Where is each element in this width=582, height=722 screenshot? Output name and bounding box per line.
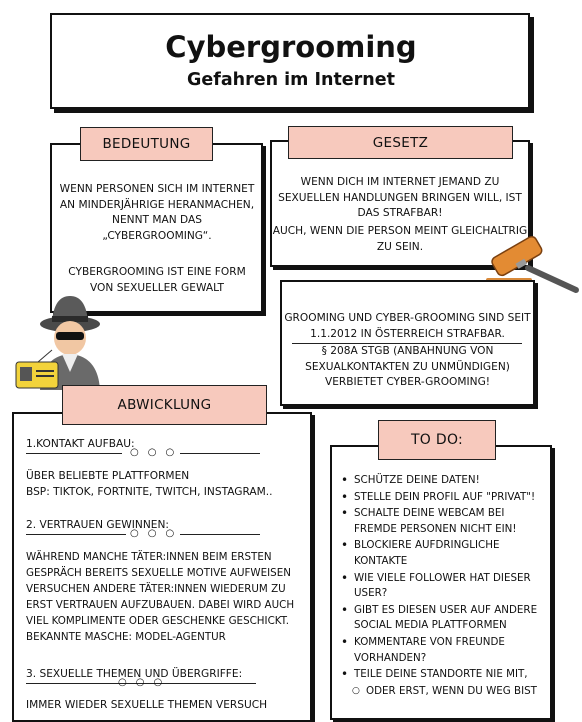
step-2-divider-right xyxy=(180,534,260,535)
todo-item: • KOMMENTARE VON FREUNDE VORHANDEN? xyxy=(338,635,548,666)
step-1-divider xyxy=(26,453,122,454)
law-text-2: § 208A STGB (ANBAHNUNG VON SEXUALKONTAKTEN ZU UNMÜNDIGEN) VERBIETET CYBER-GROOMING! xyxy=(305,345,510,388)
step-3-dots: ○○○ xyxy=(118,677,172,688)
step-3-heading: 3. SEXUELLE THEMEN UND ÜBERGRIFFE: xyxy=(26,668,243,680)
todo-item: • GIBT ES DIESEN USER AUF ANDERE SOCIAL MEDIA PLATTFORMEN xyxy=(338,603,548,634)
hacker-icon xyxy=(12,290,108,395)
todo-item: • BLOCKIERE AUFDRINGLICHE KONTAKTE xyxy=(338,538,548,569)
step-1-dots: ○○○ xyxy=(130,447,184,458)
gesetz-tag: GESETZ xyxy=(288,126,513,159)
todo-item: • TEILE DEINE STANDORTE NIE MIT, xyxy=(338,667,548,683)
step-1-heading: 1.KONTAKT AUFBAU: xyxy=(26,438,135,450)
law-text-1: GROOMING UND CYBER-GROOMING SIND SEIT 1.1.2012 IN ÖSTERREICH STRAFBAR. xyxy=(284,312,531,340)
todo-list xyxy=(338,473,548,700)
step-1-body: ÜBER BELIEBTE PLATTFORMEN xyxy=(26,470,190,482)
step-2-body: WÄHREND MANCHE TÄTER:INNEN BEIM ERSTEN GESPRÄCH BEREITS SEXUELLE MOTIVE AUFWEISEN VERSUCHEN ANDERE TÄTER:INNEN WIEDERUM ZU ERST VERTRAUEN AUFZUBAUEN. DABEI WIRD AUCH VIEL KOMPLIMENTE ODER GESCHENKE GESCHICKT. BEKANNTE MASCHE: MODEL-AGENTUR xyxy=(26,551,295,643)
step-2-heading: 2. VERTRAUEN GEWINNEN: xyxy=(26,519,169,531)
todo-item: • SCHÜTZE DEINE DATEN! xyxy=(338,473,548,489)
page-title: Cybergrooming xyxy=(165,30,417,64)
todo-subitem: ○ ODER ERST, WENN DU WEG BIST xyxy=(338,684,548,700)
todo-item: • WIE VIELE FOLLOWER HAT DIESER USER? xyxy=(338,571,548,602)
todo-item: • SCHALTE DEINE WEBCAM BEI FREMDE PERSONEN NICHT EIN! xyxy=(338,506,548,537)
step-2-divider xyxy=(26,534,126,535)
gesetz-text-2: AUCH, WENN DIE PERSON MEINT GLEICHALTRIG ZU SEIN. xyxy=(272,225,528,253)
step-1-example: BSP: TIKTOK, FORTNITE, TWITCH, INSTAGRAM.. xyxy=(26,486,273,498)
step-3-body: IMMER WIEDER SEXUELLE THEMEN VERSUCH xyxy=(26,699,268,711)
todo-tag: TO DO: xyxy=(378,420,496,460)
bedeutung-text-1: WENN PERSONEN SICH IM INTERNET AN MINDERJÄHRIGE HERANMACHEN, NENNT MAN DAS „CYBERGROOMING“. xyxy=(59,183,255,242)
step-1-divider-right xyxy=(180,453,260,454)
todo-item: • STELLE DEIN PROFIL AUF "PRIVAT"! xyxy=(338,490,548,506)
abwicklung-tag: ABWICKLUNG xyxy=(62,385,267,425)
step-2-dots: ○○○ xyxy=(130,528,184,539)
page-subtitle: Gefahren im Internet xyxy=(186,70,396,90)
bedeutung-tag: BEDEUTUNG xyxy=(80,127,213,161)
gesetz-text-1: WENN DICH IM INTERNET JEMAND ZU SEXUELLEN HANDLUNGEN BRINGEN WILL, IST DAS STRAFBAR! xyxy=(278,176,522,219)
bedeutung-text-2: CYBERGROOMING IST EINE FORM VON SEXUELLER GEWALT xyxy=(68,266,246,294)
